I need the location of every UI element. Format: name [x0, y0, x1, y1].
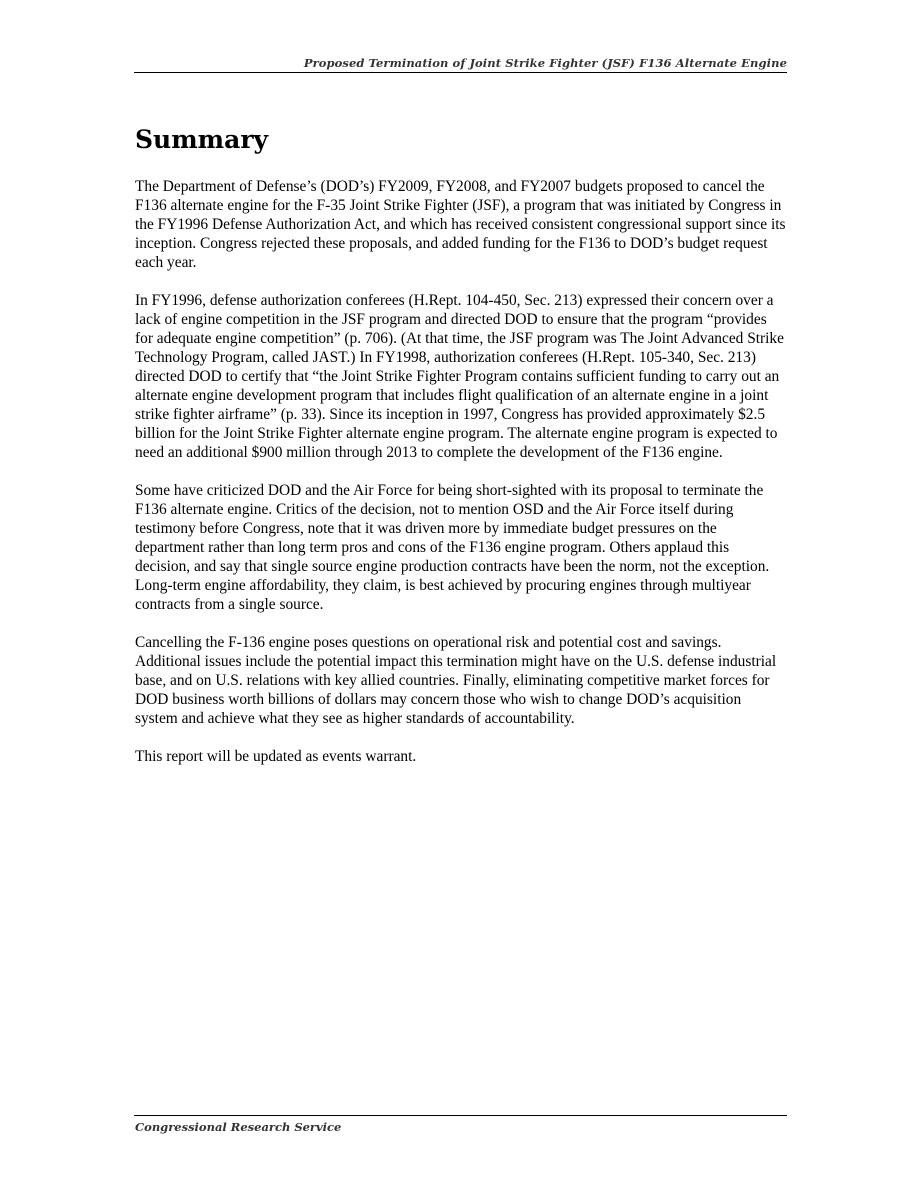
paragraph-criticism: Some have criticized DOD and the Air Force for being short-sighted with its proposal to terminate the F136 alternate engine. Critics of the decision, not to mention OSD and the Air Force itself during testimony before Congress, note that it was driven more by immediate budget pressures on the department rather than long term pros and cons of the F136 engine program. Others applaud this decision, and say that single source engine production contracts have been the norm, not the exception. Long-term engine affordability, they claim, is best achieved by procuring engines through multiyear contracts from a single source.	[135, 482, 770, 613]
summary-body	[135, 177, 787, 785]
footer-rule	[134, 1115, 787, 1116]
running-footer: Congressional Research Service	[135, 1120, 342, 1134]
paragraph-authorization-history: In FY1996, defense authorization conferees (H.Rept. 104-450, Sec. 213) expressed their concern over a lack of engine competition in the JSF program and directed DOD to ensure that the program “provides for adequate engine competition” (p. 706). (At that time, the JSF program was The Joint Advanced Strike Technology Program, called JAST.) In FY1998, authorization conferees (H.Rept. 105-340, Sec. 213) directed DOD to certify that “the Joint Strike Fighter Program contains sufficient funding to carry out an alternate engine development program that includes flight qualification of an alternate engine in a joint strike fighter airframe” (p. 33). Since its inception in 1997, Congress has provided approximately $2.5 billion for the Joint Strike Fighter alternate engine program. The alternate engine program is expected to need an additional $900 million through 2013 to complete the development of the F136 engine.	[135, 292, 784, 461]
paragraph-issues: Cancelling the F-136 engine poses questions on operational risk and potential cost and savings. Additional issues include the potential impact this termination might have on the U.S. defense industrial base, and on U.S. relations with key allied countries. Finally, eliminating competitive market forces for DOD business worth billions of dollars may concern those who wish to change DOD’s acquisition system and achieve what they see as higher standards of accountability.	[135, 634, 777, 727]
section-title: Summary	[135, 125, 269, 154]
paragraph-budget-proposals: The Department of Defense’s (DOD’s) FY2009, FY2008, and FY2007 budgets proposed to cancel the F136 alternate engine for the F-35 Joint Strike Fighter (JSF), a program that was initiated by Congress in the FY1996 Defense Authorization Act, and which has received consistent congressional support since its inception. Congress rejected these proposals, and added funding for the F136 to DOD’s budget request each year.	[135, 178, 786, 271]
paragraph-update-note: This report will be updated as events warrant.	[135, 748, 417, 765]
running-header: Proposed Termination of Joint Strike Fighter (JSF) F136 Alternate Engine	[303, 56, 787, 70]
header-rule	[134, 72, 787, 73]
